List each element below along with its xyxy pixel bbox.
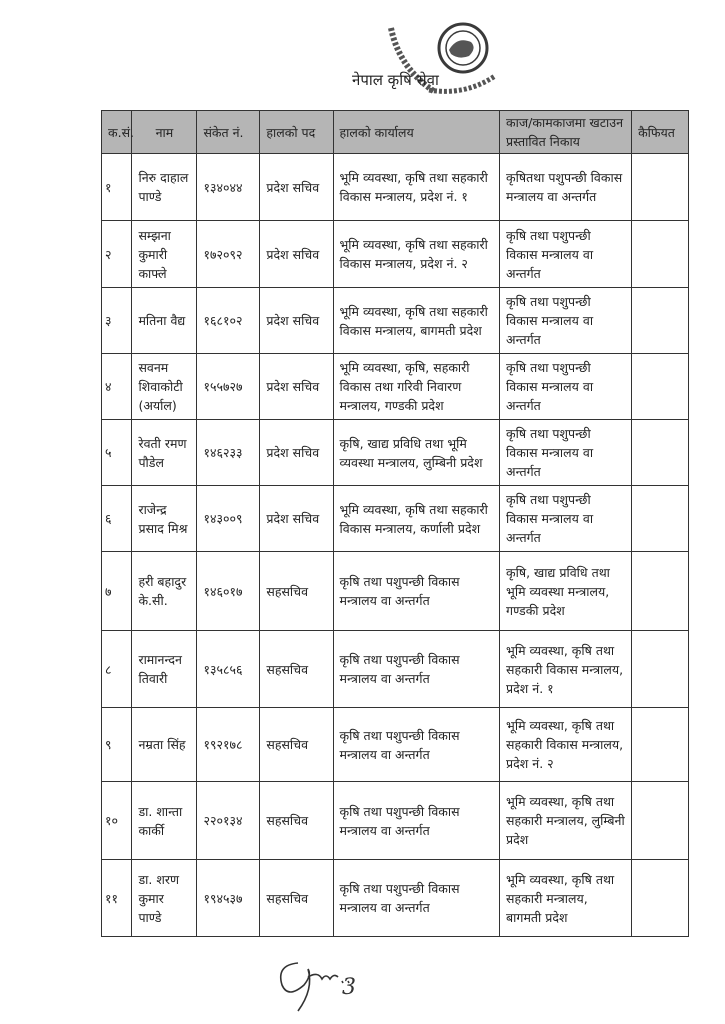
cell-code: २२०१३४ [197,782,260,860]
cell-code: १५५७२७ [197,354,260,420]
cell-sn: १० [102,782,132,860]
table-row [102,288,689,354]
cell-sn: ४ [102,354,132,420]
table-row [102,154,689,221]
cell-current-office: भूमि व्यवस्था, कृषि, सहकारी विकास तथा गरिवी निवारण मन्त्रालय, गण्डकी प्रदेश [333,354,500,420]
table-header-row [102,111,689,154]
cell-proposed-body: कृषितथा पशुपन्छी विकास मन्त्रालय वा अन्तर्गत [500,154,632,221]
cell-code: १४३००९ [197,486,260,552]
cell-current-office: कृषि, खाद्य प्रविधि तथा भूमि व्यवस्था मन्त्रालय, लुम्बिनी प्रदेश [333,420,500,486]
cell-sn: ११ [102,860,132,937]
cell-name: रेवती रमण पौडेल [132,420,197,486]
cell-code: १३४०४४ [197,154,260,221]
cell-remarks [632,708,689,782]
cell-current-post: सहसचिव [260,708,333,782]
cell-current-post: सहसचिव [260,552,333,631]
cell-code: १७२०९२ [197,221,260,288]
cell-proposed-body: भूमि व्यवस्था, कृषि तथा सहकारी मन्त्रालय, बागमती प्रदेश [500,860,632,937]
cell-remarks [632,354,689,420]
cell-name: मतिना वैद्य [132,288,197,354]
cell-current-office: कृषि तथा पशुपन्छी विकास मन्त्रालय वा अन्तर्गत [333,552,500,631]
cell-current-post: प्रदेश सचिव [260,420,333,486]
table-row [102,860,689,937]
cell-current-post: प्रदेश सचिव [260,354,333,420]
cell-sn: ९ [102,708,132,782]
cell-sn: ७ [102,552,132,631]
cell-sn: २ [102,221,132,288]
stamp-emblem-icon [385,18,505,110]
table-row [102,782,689,860]
cell-remarks [632,782,689,860]
table-row [102,708,689,782]
cell-proposed-body: भूमि व्यवस्था, कृषि तथा सहकारी विकास मन्त्रालय, प्रदेश नं. १ [500,631,632,708]
cell-proposed-body: कृषि तथा पशुपन्छी विकास मन्त्रालय वा अन्तर्गत [500,354,632,420]
cell-current-office: कृषि तथा पशुपन्छी विकास मन्त्रालय वा अन्तर्गत [333,782,500,860]
cell-proposed-body: कृषि तथा पशुपन्छी विकास मन्त्रालय वा अन्तर्गत [500,221,632,288]
table-row [102,486,689,552]
cell-code: १३५८५६ [197,631,260,708]
cell-sn: ८ [102,631,132,708]
col-header-remarks: कैफियत [632,111,689,154]
cell-name: हरी बहादुर के.सी. [132,552,197,631]
table-row [102,221,689,288]
cell-proposed-body: कृषि तथा पशुपन्छी विकास मन्त्रालय वा अन्तर्गत [500,420,632,486]
cell-code: १४६२३३ [197,420,260,486]
cell-remarks [632,860,689,937]
col-header-current-post: हालको पद [260,111,333,154]
cell-current-office: भूमि व्यवस्था, कृषि तथा सहकारी विकास मन्त्रालय, प्रदेश नं. २ [333,221,500,288]
cell-current-office: भूमि व्यवस्था, कृषि तथा सहकारी विकास मन्त्रालय, प्रदेश नं. १ [333,154,500,221]
cell-proposed-body: कृषि तथा पशुपन्छी विकास मन्त्रालय वा अन्तर्गत [500,486,632,552]
cell-code: १६८१०२ [197,288,260,354]
cell-sn: १ [102,154,132,221]
cell-sn: ५ [102,420,132,486]
cell-remarks [632,631,689,708]
cell-current-office: कृषि तथा पशुपन्छी विकास मन्त्रालय वा अन्तर्गत [333,708,500,782]
cell-remarks [632,420,689,486]
col-header-current-office: हालको कार्यालय [333,111,500,154]
cell-remarks [632,154,689,221]
cell-code: १४६०१७ [197,552,260,631]
cell-proposed-body: भूमि व्यवस्था, कृषि तथा सहकारी विकास मन्त्रालय, प्रदेश नं. २ [500,708,632,782]
cell-sn: ३ [102,288,132,354]
table-row [102,631,689,708]
cell-current-post: सहसचिव [260,782,333,860]
cell-current-post: सहसचिव [260,631,333,708]
cell-name: रामानन्दन तिवारी [132,631,197,708]
cell-name: सवनम शिवाकोटी (अर्याल) [132,354,197,420]
document-title: नेपाल कृषि सेवा [352,71,439,89]
cell-name: डा. शान्ता कार्की [132,782,197,860]
cell-remarks [632,552,689,631]
signature-note: 3 [342,975,356,1000]
table-row [102,420,689,486]
table-row [102,552,689,631]
cell-current-post: प्रदेश सचिव [260,486,333,552]
cell-current-office: कृषि तथा पशुपन्छी विकास मन्त्रालय वा अन्तर्गत [333,860,500,937]
cell-sn: ६ [102,486,132,552]
cell-remarks [632,288,689,354]
cell-name: नम्रता सिंह [132,708,197,782]
cell-current-post: प्रदेश सचिव [260,154,333,221]
cell-remarks [632,486,689,552]
cell-current-office: भूमि व्यवस्था, कृषि तथा सहकारी विकास मन्त्रालय, कर्णाली प्रदेश [333,486,500,552]
cell-current-post: प्रदेश सचिव [260,221,333,288]
cell-current-office: कृषि तथा पशुपन्छी विकास मन्त्रालय वा अन्तर्गत [333,631,500,708]
cell-current-post: सहसचिव [260,860,333,937]
cell-current-office: भूमि व्यवस्था, कृषि तथा सहकारी विकास मन्त्रालय, बागमती प्रदेश [333,288,500,354]
cell-code: १९२१७८ [197,708,260,782]
cell-proposed-body: भूमि व्यवस्था, कृषि तथा सहकारी मन्त्रालय, लुम्बिनी प्रदेश [500,782,632,860]
cell-proposed-body: कृषि, खाद्य प्रविधि तथा भूमि व्यवस्था मन्त्रालय, गण्डकी प्रदेश [500,552,632,631]
cell-name: सम्झना कुमारी काफ्ले [132,221,197,288]
col-header-code: संकेत नं. [197,111,260,154]
col-header-sn: क.सं. [102,111,132,154]
col-header-name: नाम [132,111,197,154]
cell-name: राजेन्द्र प्रसाद मिश्र [132,486,197,552]
cell-current-post: प्रदेश सचिव [260,288,333,354]
cell-remarks [632,221,689,288]
table-row [102,354,689,420]
official-stamp [385,18,505,110]
cell-proposed-body: कृषि तथा पशुपन्छी विकास मन्त्रालय वा अन्तर्गत [500,288,632,354]
col-header-proposed-body: काज/कामकाजमा खटाउन प्रस्तावित निकाय [500,111,632,154]
cell-name: निरु दाहाल पाण्डे [132,154,197,221]
officer-transfer-table [101,110,689,937]
cell-code: १९४५३७ [197,860,260,937]
cell-name: डा. शरण कुमार पाण्डे [132,860,197,937]
